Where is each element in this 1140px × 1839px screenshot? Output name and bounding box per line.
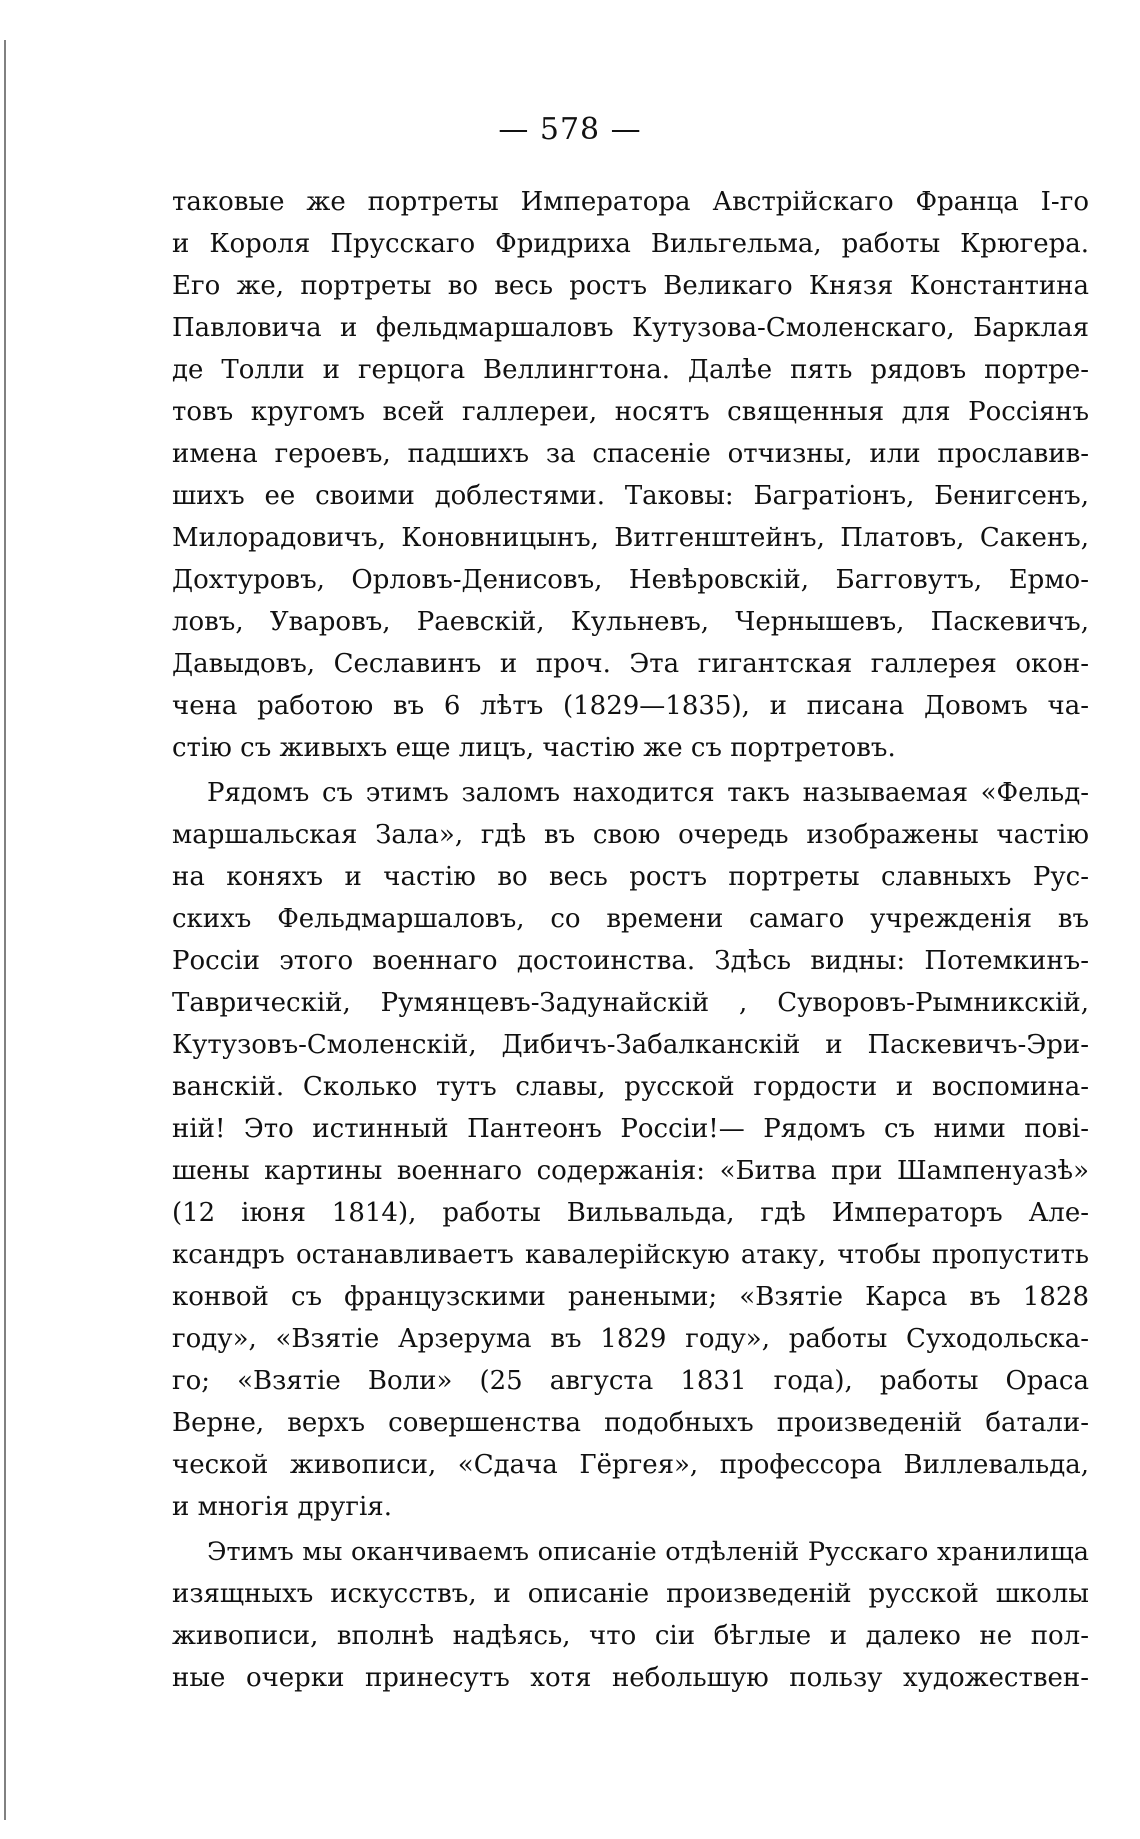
text-line: скихъ Фельдмаршаловъ, со времени самаго учрежденія въ [172,904,1089,934]
text-line: ній! Это истинный Пантеонъ Россіи!— Рядомъ съ ними пові- [172,1114,1089,1144]
text-line: шихъ ее своими доблестями. Таковы: Багратіонъ, Бенигсенъ, [172,481,1089,511]
text-line: таковые же портреты Императора Австрійскаго Франца I-го [172,187,1089,217]
text-line: чена работою въ 6 лѣтъ (1829—1835), и писана Довомъ ча- [172,691,1089,721]
text-line: (12 іюня 1814), работы Вильвальда, гдѣ Императоръ Але- [172,1198,1089,1228]
text-line: стію съ живыхъ еще лицъ, частію же съ портретовъ. [172,733,896,763]
text-line: и Короля Прусскаго Фридриха Вильгельма, работы Крюгера. [172,229,1089,259]
text-line: шены картины военнаго содержанія: «Битва при Шампенуазѣ» [172,1156,1089,1186]
text-line: Таврическій, Румянцевъ-Задунайскій , Суворовъ-Рымникскій, [172,988,1089,1018]
scan-edge-rule [4,40,6,1820]
text-line: и многія другія. [172,1492,392,1522]
page-number: — 578 — [498,112,642,147]
text-line: на коняхъ и частію во весь ростъ портреты славныхъ Рус- [172,862,1089,892]
text-line: Верне, верхъ совершенства подобныхъ произведеній батали- [172,1408,1089,1438]
text-line: ческой живописи, «Сдача Гёргея», профессора Виллевальда, [172,1450,1089,1480]
text-line: ловъ, Уваровъ, Раевскій, Кульневъ, Чернышевъ, Паскевичъ, [172,607,1089,637]
text-line: де Толли и герцога Веллингтона. Далѣе пять рядовъ портре- [172,355,1089,385]
text-line: ксандръ останавливаетъ кавалерійскую атаку, чтобы пропустить [172,1240,1089,1270]
text-line: го; «Взятіе Воли» (25 августа 1831 года), работы Ораса [172,1366,1089,1396]
text-line: живописи, вполнѣ надѣясь, что сіи бѣглые и далеко не пол- [172,1621,1089,1651]
text-line: Давыдовъ, Сеславинъ и проч. Эта гигантская галлерея окон- [172,649,1089,679]
text-line: Дохтуровъ, Орловъ-Денисовъ, Невѣровскій, Багговутъ, Ермо- [172,565,1089,595]
text-line: изящныхъ искусствъ, и описаніе произведеній русской школы [172,1579,1089,1609]
text-line: Россіи этого военнаго достоинства. Здѣсь видны: Потемкинъ- [172,946,1089,976]
paragraph-start-line: Рядомъ съ этимъ заломъ находится такъ называемая «Фельд- [207,778,1089,808]
text-line: ные очерки принесутъ хотя небольшую пользу художествен- [172,1663,1089,1693]
text-line: Кутузовъ-Смоленскій, Дибичъ-Забалканскій и Паскевичъ-Эри- [172,1030,1089,1060]
text-line: товъ кругомъ всей галлереи, носятъ священныя для Россіянъ [172,397,1089,427]
paragraph-start-line: Этимъ мы оканчиваемъ описаніе отдѣленій Русскаго хранилища [207,1537,1089,1567]
text-line: маршальская Зала», гдѣ въ свою очередь изображены частію [172,820,1089,850]
text-line: Его же, портреты во весь ростъ Великаго Князя Константина [172,271,1089,301]
text-line: ванскій. Сколько тутъ славы, русской гордости и воспомина- [172,1072,1089,1102]
text-line: конвой съ французскими ранеными; «Взятіе Карса въ 1828 [172,1282,1089,1312]
text-line: году», «Взятіе Арзерума въ 1829 году», работы Суходольска- [172,1324,1089,1354]
text-line: Павловича и фельдмаршаловъ Кутузова-Смоленскаго, Барклая [172,313,1089,343]
text-line: Милорадовичъ, Коновницынъ, Витгенштейнъ, Платовъ, Сакенъ, [172,523,1089,553]
text-line: имена героевъ, падшихъ за спасеніе отчизны, или прославив- [172,439,1089,469]
